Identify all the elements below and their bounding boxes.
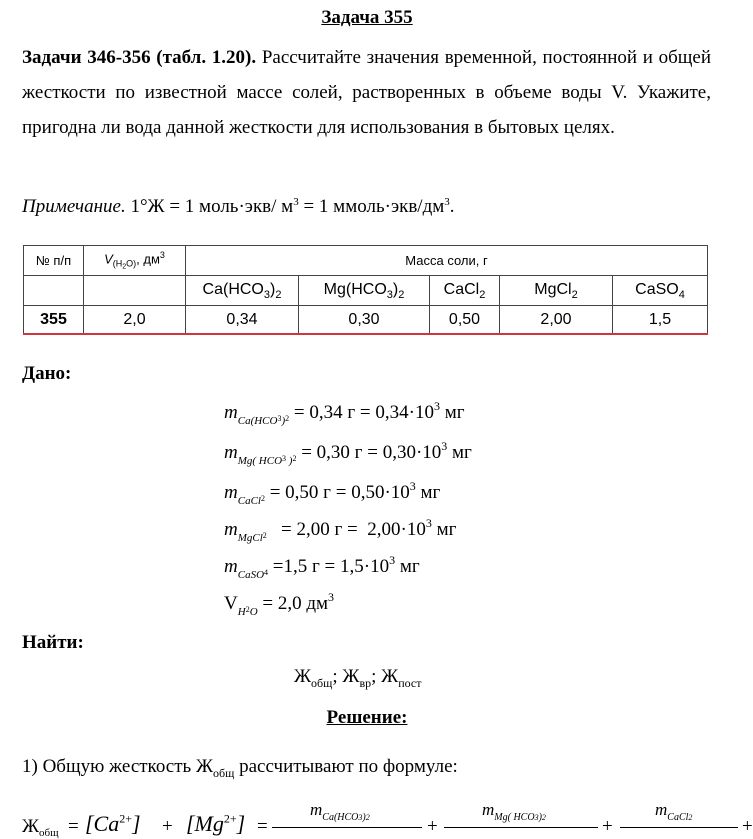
num-3-sub: CaCl — [667, 812, 689, 823]
volume-eq: = 2,0 дм — [257, 593, 329, 614]
header-salt-cacl2 — [430, 276, 500, 306]
cell-value-2: 0,50 — [430, 306, 500, 335]
formula-mg-ion: [Mg — [186, 811, 224, 836]
volume-pow: 3 — [328, 590, 335, 604]
formula-num-2 — [482, 800, 546, 823]
formula-mg-close: ] — [236, 811, 246, 836]
salt-2-sub1: 2 — [479, 288, 486, 301]
given-3-pow: 3 — [425, 516, 432, 530]
salt-1-close: ) — [392, 280, 399, 298]
salt-0-base: Ca(HCO — [202, 280, 264, 298]
header-salt-mghco3 — [299, 276, 430, 306]
formula-num-1 — [310, 800, 370, 823]
given-volume — [224, 590, 334, 618]
salt-4-sub1: 4 — [678, 288, 685, 301]
task-statement — [22, 40, 711, 145]
formula-mg — [186, 811, 245, 837]
formula-lhs — [22, 816, 59, 839]
given-0-unit: мг — [439, 402, 465, 423]
salt-1-sub2: 2 — [398, 288, 405, 301]
salt-0-sub2: 2 — [275, 288, 282, 301]
fraction-line-1 — [272, 827, 422, 828]
header-volume-sub2: 2 — [122, 263, 127, 271]
step-1 — [22, 756, 458, 781]
num-2-m: m — [482, 800, 495, 819]
cell-number: 355 — [24, 306, 84, 335]
given-4-idx: 4 — [264, 568, 269, 577]
given-4-pow: 3 — [389, 553, 396, 567]
salt-4-base: CaSO — [635, 280, 679, 298]
header-volume-sub3: O) — [126, 258, 137, 269]
note-text-a: 1°Ж = 1 моль·экв/ м — [125, 196, 294, 217]
task-text: Рассчитайте значения временной, постоянной и общей жесткости по известной массе солей, растворенных в объеме воды V. Укажите, пригодна ли вода данной жесткости для использования в бытовых целях. — [22, 47, 711, 138]
formula-plus-1: + — [427, 816, 438, 837]
given-line-2: $m_{CaCl}2 = 0,50$ $г = 0,50\cdot 10^3$ мг — [224, 479, 441, 507]
formula-num-3 — [655, 800, 692, 823]
given-2-pow: 3 — [409, 479, 416, 493]
volume-sub-idx: 2 — [245, 605, 250, 614]
note-sup-b: 3 — [444, 196, 450, 208]
given-4-unit: мг — [395, 556, 420, 577]
given-1-idx: 3 — [282, 454, 287, 463]
num-2-idx2: ) — [538, 812, 542, 823]
given-1-pow: 3 — [441, 439, 448, 453]
header-volume-unit: , дм — [136, 251, 160, 267]
step-1-zh: Ж — [195, 756, 213, 777]
formula-eq-2: = — [257, 816, 268, 837]
given-1-unit: мг — [447, 442, 472, 463]
salt-3-sub1: 2 — [571, 288, 578, 301]
formula-ca-ion: [Ca — [85, 811, 120, 836]
given-0-close: ) — [281, 415, 286, 427]
find-sub-perm: пост — [398, 676, 422, 690]
given-line-0: $m_{Ca(HCO}3_)2 = 0,34$ $г = 0,34\cdot 10^3$ мг — [224, 399, 465, 427]
step-1-text-b: рассчитывают по формуле: — [234, 756, 458, 777]
header-volume — [84, 246, 186, 276]
header-salt-mgcl2 — [500, 276, 613, 306]
given-line-1: $m_{Mg( HCO}3$ $_)$2 = 0,30 $г = 0,30\cdot 10^3$ мг — [224, 439, 472, 467]
given-2-sub: CaCl — [237, 495, 261, 507]
formula-ca — [85, 811, 141, 837]
header-empty-2 — [84, 276, 186, 306]
given-2-unit: мг — [415, 482, 441, 503]
num-3-idx: 2 — [688, 813, 693, 822]
note — [22, 196, 455, 218]
find-sep-2: ; Ж — [371, 666, 399, 687]
header-volume-sup: 3 — [159, 250, 165, 261]
given-2-idx: 2 — [260, 494, 265, 503]
given-3-idx: 2 — [262, 531, 267, 540]
note-text-b: = 1 ммоль·экв/дм — [298, 196, 445, 217]
num-1-m: m — [310, 800, 323, 819]
find-label: Найти: — [22, 632, 84, 653]
fraction-line-2 — [444, 827, 598, 828]
formula-plus-3: + — [742, 816, 753, 837]
given-1-close: ) — [286, 455, 293, 467]
step-1-text-a: 1) Общую жесткость — [22, 756, 196, 777]
header-salt-caso4 — [613, 276, 708, 306]
given-line-3: $m_{MgCl}2 = 2,00$ $г = 2,00\cdot 10^3$ мг — [224, 516, 457, 544]
table-row — [24, 306, 708, 335]
num-1-sub: Ca(HCO — [322, 812, 359, 823]
find-sub-temp: вр — [359, 676, 372, 690]
given-0-idx: 3 — [277, 414, 282, 423]
note-text-c: . — [449, 196, 455, 217]
given-4-eq: =1,5 г = 1,5·10 — [268, 556, 390, 577]
find-values — [294, 666, 421, 691]
formula-lhs-zh: Ж — [22, 816, 40, 837]
page-title: Задача 355 — [321, 7, 413, 28]
note-sup-a: 3 — [293, 196, 299, 208]
volume-sub: H — [237, 606, 246, 618]
given-0-idx2: 2 — [285, 414, 290, 423]
find-sep-1: ; Ж — [332, 666, 360, 687]
salt-1-base: Mg(HCO — [323, 280, 387, 298]
given-1-eq: = 0,30 г = 0,30·10 — [296, 442, 442, 463]
given-3-unit: мг — [431, 519, 457, 540]
total-hardness-formula — [22, 796, 753, 839]
num-2-idx: 3 — [534, 813, 539, 822]
given-1-idx2: 2 — [292, 454, 297, 463]
header-mass: Масса соли, г — [186, 246, 708, 276]
given-0-sub: Ca(HCO — [237, 415, 278, 427]
given-3-eq: = 2,00 г = 2,00·10 — [266, 519, 426, 540]
formula-lhs-sub: общ — [39, 827, 59, 839]
note-label: Примечание. — [22, 196, 126, 217]
header-empty-1 — [24, 276, 84, 306]
given-4-sub: CaSO — [237, 569, 265, 581]
num-1-idx3: 2 — [365, 813, 370, 822]
num-1-idx2: ) — [362, 812, 366, 823]
cell-value-4: 1,5 — [613, 306, 708, 335]
given-2-eq: = 0,50 г = 0,50·10 — [264, 482, 410, 503]
num-1-idx: 3 — [358, 813, 363, 822]
cell-value-0: 0,34 — [186, 306, 299, 335]
given-3-sub: MgCl — [237, 532, 263, 544]
formula-plus-0: + — [162, 816, 173, 837]
cell-volume: 2,0 — [84, 306, 186, 335]
num-2-idx3: 2 — [541, 813, 546, 822]
num-3-m: m — [655, 800, 668, 819]
given-1-sub: Mg( HCO — [237, 455, 283, 467]
salts-table — [23, 245, 708, 335]
header-salt-cahco3 — [186, 276, 299, 306]
header-volume-v: V — [104, 251, 113, 267]
volume-v: V — [224, 593, 238, 614]
formula-plus-2: + — [602, 816, 613, 837]
header-number: № п/п — [24, 246, 84, 276]
task-heading: Задачи 346-356 (табл. 1.20). — [22, 47, 257, 68]
formula-mg-sup: 2+ — [223, 811, 237, 826]
given-0-pow: 3 — [433, 399, 440, 413]
given-line-4: $m_{CaSO}4 =1,5$ $г = 1,5\cdot 10^3$ мг — [224, 553, 420, 581]
given-label: Дано: — [22, 363, 72, 384]
salt-3-base: MgCl — [534, 280, 572, 298]
salt-2-base: CaCl — [443, 280, 480, 298]
cell-value-3: 2,00 — [500, 306, 613, 335]
step-1-sub: общ — [212, 766, 235, 780]
cell-value-1: 0,30 — [299, 306, 430, 335]
formula-ca-sup: 2+ — [119, 811, 133, 826]
formula-eq: = — [68, 816, 79, 837]
find-sub-total: общ — [311, 676, 333, 690]
salt-1-sub1: 3 — [386, 288, 393, 301]
fraction-line-3 — [620, 827, 738, 828]
header-volume-sub: (H — [112, 258, 123, 269]
given-0-eq: = 0,34 г = 0,34·10 — [289, 402, 434, 423]
find-zh: Ж — [294, 666, 312, 687]
salt-0-sub1: 3 — [263, 288, 270, 301]
solution-heading: Решение: — [326, 707, 408, 728]
num-2-sub: Mg( HCO — [494, 812, 535, 823]
salt-0-close: ) — [270, 280, 276, 298]
volume-sub-o: O — [249, 606, 258, 618]
formula-ca-close: ] — [132, 811, 141, 836]
